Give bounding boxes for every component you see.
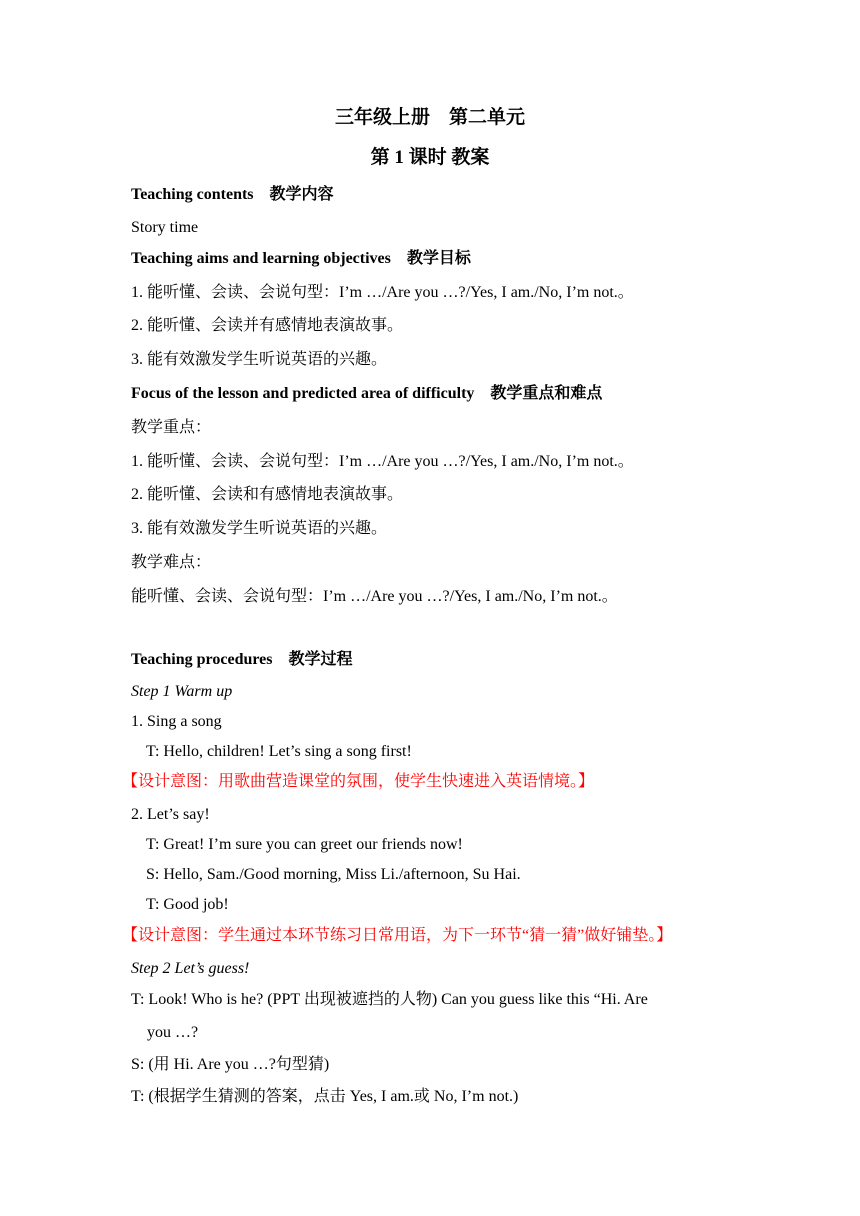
document-title: 三年级上册 第二单元 [334,107,525,128]
step1-item1-teacher: T: Hello, children! Let’s sing a song first! [146,743,412,760]
step2-teacher-line: T: Look! Who is he? (PPT 出现被遮挡的人物) Can you guess like this “Hi. Are [131,991,648,1008]
difficulty-label: 教学难点： [131,554,212,571]
step2-teacher-line-cont: you …? [147,1024,199,1041]
design-note-1: 【设计意图：用歌曲营造课堂的氛围，使学生快速进入英语情境。】 [122,773,595,790]
focus-item: 2. 能听懂、会读和有感情地表演故事。 [131,486,404,503]
step1-item1: 1. Sing a song [131,713,222,730]
contents-heading: Teaching contents 教学内容 [131,186,334,203]
step2-heading: Step 2 Let’s guess! [131,960,250,977]
step2-student-line: S: (用 Hi. Are you …?句型猜) [131,1056,330,1073]
design-note-2: 【设计意图：学生通过本环节练习日常用语，为下一环节“猜一猜”做好铺垫。】 [122,927,673,944]
lesson-subtitle: 第 1 课时 教案 [370,147,490,168]
procedures-heading: Teaching procedures 教学过程 [131,651,353,668]
step1-item2-student: S: Hello, Sam./Good morning, Miss Li./afternoon, Su Hai. [146,866,521,883]
step1-item2: 2. Let’s say! [131,806,210,823]
step1-item2-teacher: T: Great! I’m sure you can greet our friends now! [146,836,463,853]
aim-item: 3. 能有效激发学生听说英语的兴趣。 [131,351,388,368]
focus-item: 1. 能听懂、会读、会说句型：I’m …/Are you …?/Yes, I am./No, I’m not.。 [131,453,634,470]
aim-item: 2. 能听懂、会读并有感情地表演故事。 [131,317,404,334]
contents-text: Story time [131,219,199,236]
step1-item2-teacher-2: T: Good job! [146,896,229,913]
focus-label: 教学重点： [131,419,212,436]
step2-teacher-line-2: T: (根据学生猜测的答案，点击 Yes, I am.或 No, I’m not.) [131,1088,519,1105]
aims-heading: Teaching aims and learning objectives 教学目标 [131,250,471,267]
focus-item: 3. 能有效激发学生听说英语的兴趣。 [131,520,388,537]
aim-item: 1. 能听懂、会读、会说句型：I’m …/Are you …?/Yes, I am./No, I’m not.。 [131,284,634,301]
step1-heading: Step 1 Warm up [131,683,233,700]
focus-heading: Focus of the lesson and predicted area of difficulty 教学重点和难点 [131,385,603,402]
difficulty-text: 能听懂、会读、会说句型：I’m …/Are you …?/Yes, I am./No, I’m not.。 [131,588,618,605]
